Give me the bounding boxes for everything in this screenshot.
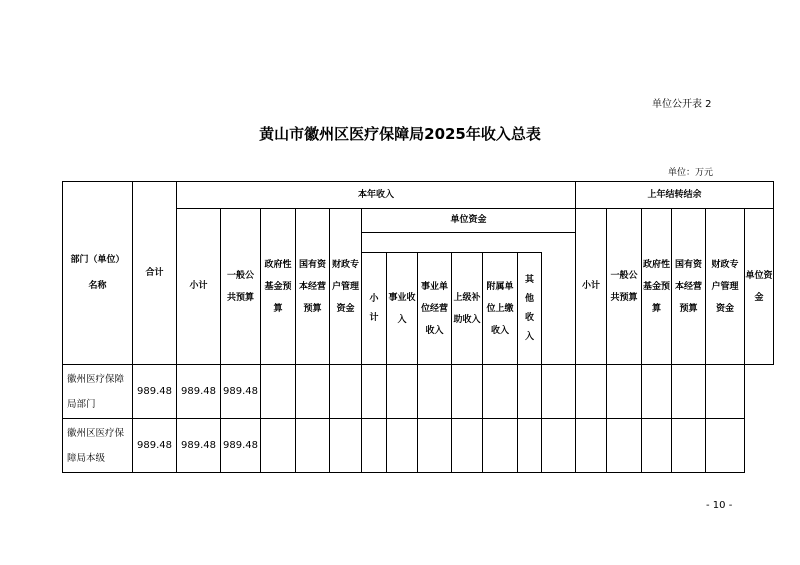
header-uf-career: 事业收入 <box>387 253 418 365</box>
header-cur-general: 一般公共预算 <box>221 209 261 365</box>
header-cur-subtotal: 小计 <box>177 209 221 365</box>
row-general: 989.48 <box>221 365 261 419</box>
row-subtotal: 989.48 <box>177 419 221 473</box>
header-current-year: 本年收入 <box>177 182 576 209</box>
header-uf-subsidy: 上级补助收入 <box>452 253 483 365</box>
header-unit-funds: 单位资金 <box>362 209 576 233</box>
header-prev-gov-fund: 政府性基金预算 <box>642 209 672 365</box>
row-general: 989.48 <box>221 419 261 473</box>
header-unit-funds-spacer <box>362 233 576 253</box>
page-number: - 10 - <box>706 500 733 511</box>
unit-label: 单位：万元 <box>668 168 714 178</box>
row-dept-name: 徽州医疗保障局部门 <box>63 365 133 419</box>
header-dept-name: 部门（单位）名称 <box>63 182 133 365</box>
header-uf-subtotal: 小计 <box>362 253 387 365</box>
header-prev-fiscal: 财政专户管理资金 <box>706 209 745 365</box>
form-number: 单位公开表 2 <box>652 99 712 110</box>
header-prev-soe: 国有资本经营预算 <box>672 209 706 365</box>
header-uf-affiliated: 附属单位上缴收入 <box>483 253 518 365</box>
row-total: 989.48 <box>133 365 177 419</box>
header-cur-fiscal: 财政专户管理资金 <box>330 209 362 365</box>
header-prev-subtotal: 小计 <box>576 209 607 365</box>
income-summary-table <box>62 181 774 473</box>
row-total: 989.48 <box>133 419 177 473</box>
header-uf-business: 事业单位经营收入 <box>418 253 452 365</box>
row-dept-name: 徽州区医疗保障局本级 <box>63 419 133 473</box>
header-uf-other: 其他收入 <box>518 253 542 365</box>
table-row <box>63 365 774 419</box>
header-cur-gov-fund: 政府性基金预算 <box>261 209 296 365</box>
header-prev-unit-funds: 单位资金 <box>745 209 774 365</box>
page-title: 黄山市徽州区医疗保障局2025年收入总表 <box>259 125 541 143</box>
header-cur-soe: 国有资本经营预算 <box>296 209 330 365</box>
row-subtotal: 989.48 <box>177 365 221 419</box>
header-prev-general: 一般公共预算 <box>607 209 642 365</box>
header-total: 合计 <box>133 182 177 365</box>
table-row <box>63 419 774 473</box>
header-prior-year: 上年结转结余 <box>576 182 774 209</box>
